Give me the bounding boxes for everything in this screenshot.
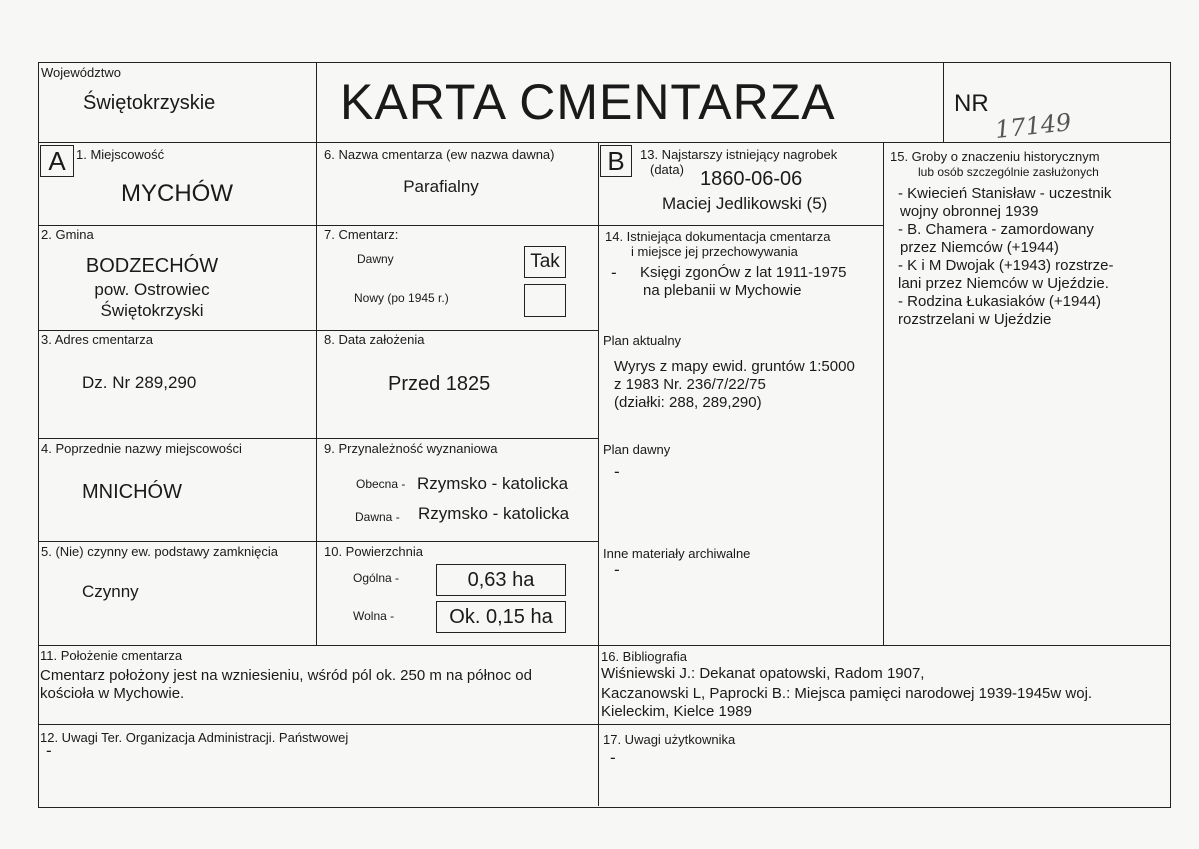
field15-line-6: lani przez Niemców w Ujeździe. xyxy=(898,275,1109,292)
field10-ogolna-box: 0,63 ha xyxy=(436,564,566,596)
field11-line-2: kościoła w Mychowie. xyxy=(40,685,185,702)
field14-value-1: Księgi zgonÓw z lat 1911-1975 xyxy=(640,264,847,281)
field8-label: 8. Data założenia xyxy=(324,332,425,347)
field10-wolna-box: Ok. 0,15 ha xyxy=(436,601,566,633)
col-rule-3 xyxy=(883,142,884,645)
card-title: KARTA CMENTARZA xyxy=(340,74,836,130)
field15-line-2: wojny obronnej 1939 xyxy=(900,203,1039,220)
field14-value-2: na plebanii w Mychowie xyxy=(643,282,802,299)
field13-date-label: (data) xyxy=(650,162,684,177)
field7-dawny-label: Dawny xyxy=(357,252,394,266)
field11-line-1: Cmentarz położony jest na wzniesieniu, wśród pól ok. 250 m na północ od xyxy=(40,667,532,684)
field8-value: Przed 1825 xyxy=(388,373,491,395)
field10-ogolna-label: Ogólna - xyxy=(353,571,400,585)
section-b-letter: B xyxy=(600,145,632,177)
field12-label: 12. Uwagi Ter. Organizacja Administracji. Państwowej xyxy=(40,730,349,745)
field15-line-4: przez Niemców (+1944) xyxy=(900,239,1059,256)
nr-label: NR xyxy=(954,90,989,117)
field7-nowy-box xyxy=(524,284,566,317)
field5-label: 5. (Nie) czynny ew. podstawy zamknięcia xyxy=(41,544,278,559)
field11-label: 11. Położenie cmentarza xyxy=(40,648,183,663)
field3-label: 3. Adres cmentarza xyxy=(41,332,153,347)
field15-line-3: - B. Chamera - zamordowany xyxy=(898,221,1094,238)
field1-value: MYCHÓW xyxy=(121,180,233,207)
field15-line-8: rozstrzelani w Ujeździe xyxy=(898,311,1052,328)
plan-dawny-value: - xyxy=(614,462,620,481)
field10-wolna-label: Wolna - xyxy=(353,609,395,623)
field7-dawny-box: Tak xyxy=(524,246,566,278)
col-rule-2 xyxy=(598,142,599,806)
inne-label: Inne materiały archiwalne xyxy=(603,546,751,561)
field9-label: 9. Przynależność wyznaniowa xyxy=(324,441,498,456)
field9-dawna-label: Dawna - xyxy=(355,510,400,524)
wojewodztwo-label: Województwo xyxy=(41,65,121,80)
plan-aktualny-line-3: (działki: 288, 289,290) xyxy=(614,394,762,411)
field16-line-2: Kaczanowski L, Paprocki B.: Miejsca pamięci narodowej 1939-1945w woj. xyxy=(601,685,1093,702)
rule-row4 xyxy=(38,541,598,542)
field14-dash: - xyxy=(611,263,617,282)
field2-value-2: pow. Ostrowiec xyxy=(94,280,210,299)
field15-line-5: - K i M Dwojak (+1943) rozstrze- xyxy=(898,257,1114,274)
field2-value-3: Świętokrzyski xyxy=(100,301,204,320)
field13-date-value: 1860-06-06 xyxy=(700,168,803,190)
field9-obecna-value: Rzymsko - katolicka xyxy=(417,474,569,493)
field6-value: Parafialny xyxy=(403,177,479,196)
rule-row1 xyxy=(38,225,598,226)
rule-row2 xyxy=(38,330,598,331)
col-rule-1 xyxy=(316,62,317,645)
plan-aktualny-label: Plan aktualny xyxy=(603,333,682,348)
plan-aktualny-line-2: z 1983 Nr. 236/7/22/75 xyxy=(614,376,766,393)
field7-nowy-label: Nowy (po 1945 r.) xyxy=(354,291,449,305)
field14-label-2: i miejsce jej przechowywania xyxy=(631,244,798,259)
field17-value: - xyxy=(610,748,616,767)
field14-label-1: 14. Istniejąca dokumentacja cmentarza xyxy=(605,229,831,244)
field10-label: 10. Powierzchnia xyxy=(324,544,423,559)
field16-label: 16. Bibliografia xyxy=(601,649,687,664)
inne-value: - xyxy=(614,560,620,579)
nr-value: 17149 xyxy=(993,108,1073,144)
plan-aktualny-line-1: Wyrys z mapy ewid. gruntów 1:5000 xyxy=(614,358,855,375)
field9-dawna-value: Rzymsko - katolicka xyxy=(418,504,570,523)
field13-label: 13. Najstarszy istniejący nagrobek xyxy=(640,147,838,162)
rule-row3 xyxy=(38,438,598,439)
field3-value: Dz. Nr 289,290 xyxy=(82,373,197,392)
field16-line-1: Wiśniewski J.: Dekanat opatowski, Radom 1907, xyxy=(601,665,925,682)
field15-line-1: - Kwiecień Stanisław - uczestnik xyxy=(898,185,1112,202)
field9-obecna-label: Obecna - xyxy=(356,477,406,491)
field2-value-1: BODZECHÓW xyxy=(85,255,219,277)
section-a-letter: A xyxy=(40,145,74,177)
field15-label-1: 15. Groby o znaczeniu historycznym xyxy=(890,149,1100,164)
field6-label: 6. Nazwa cmentarza (ew nazwa dawna) xyxy=(324,147,555,162)
col-rule-nr xyxy=(943,62,944,142)
field15-label-2: lub osób szczególnie zasłużonych xyxy=(918,165,1099,179)
field2-label: 2. Gmina xyxy=(41,227,94,242)
rule-row1-b xyxy=(598,225,883,226)
wojewodztwo-value: Świętokrzyskie xyxy=(83,92,216,114)
field16-line-3: Kieleckim, Kielce 1989 xyxy=(601,703,752,720)
field12-value: - xyxy=(46,741,52,760)
field5-value: Czynny xyxy=(82,582,139,601)
field4-value: MNICHÓW xyxy=(82,481,182,503)
field1-label: 1. Miejscowość xyxy=(76,147,165,162)
rule-row5 xyxy=(38,645,1171,646)
field13-name: Maciej Jedlikowski (5) xyxy=(662,194,828,213)
field17-label: 17. Uwagi użytkownika xyxy=(603,732,736,747)
plan-dawny-label: Plan dawny xyxy=(603,442,671,457)
field15-line-7: - Rodzina Łukasiaków (+1944) xyxy=(898,293,1102,310)
rule-row6 xyxy=(38,724,1171,725)
field4-label: 4. Poprzednie nazwy miejscowości xyxy=(41,441,242,456)
field7-label: 7. Cmentarz: xyxy=(324,227,399,242)
